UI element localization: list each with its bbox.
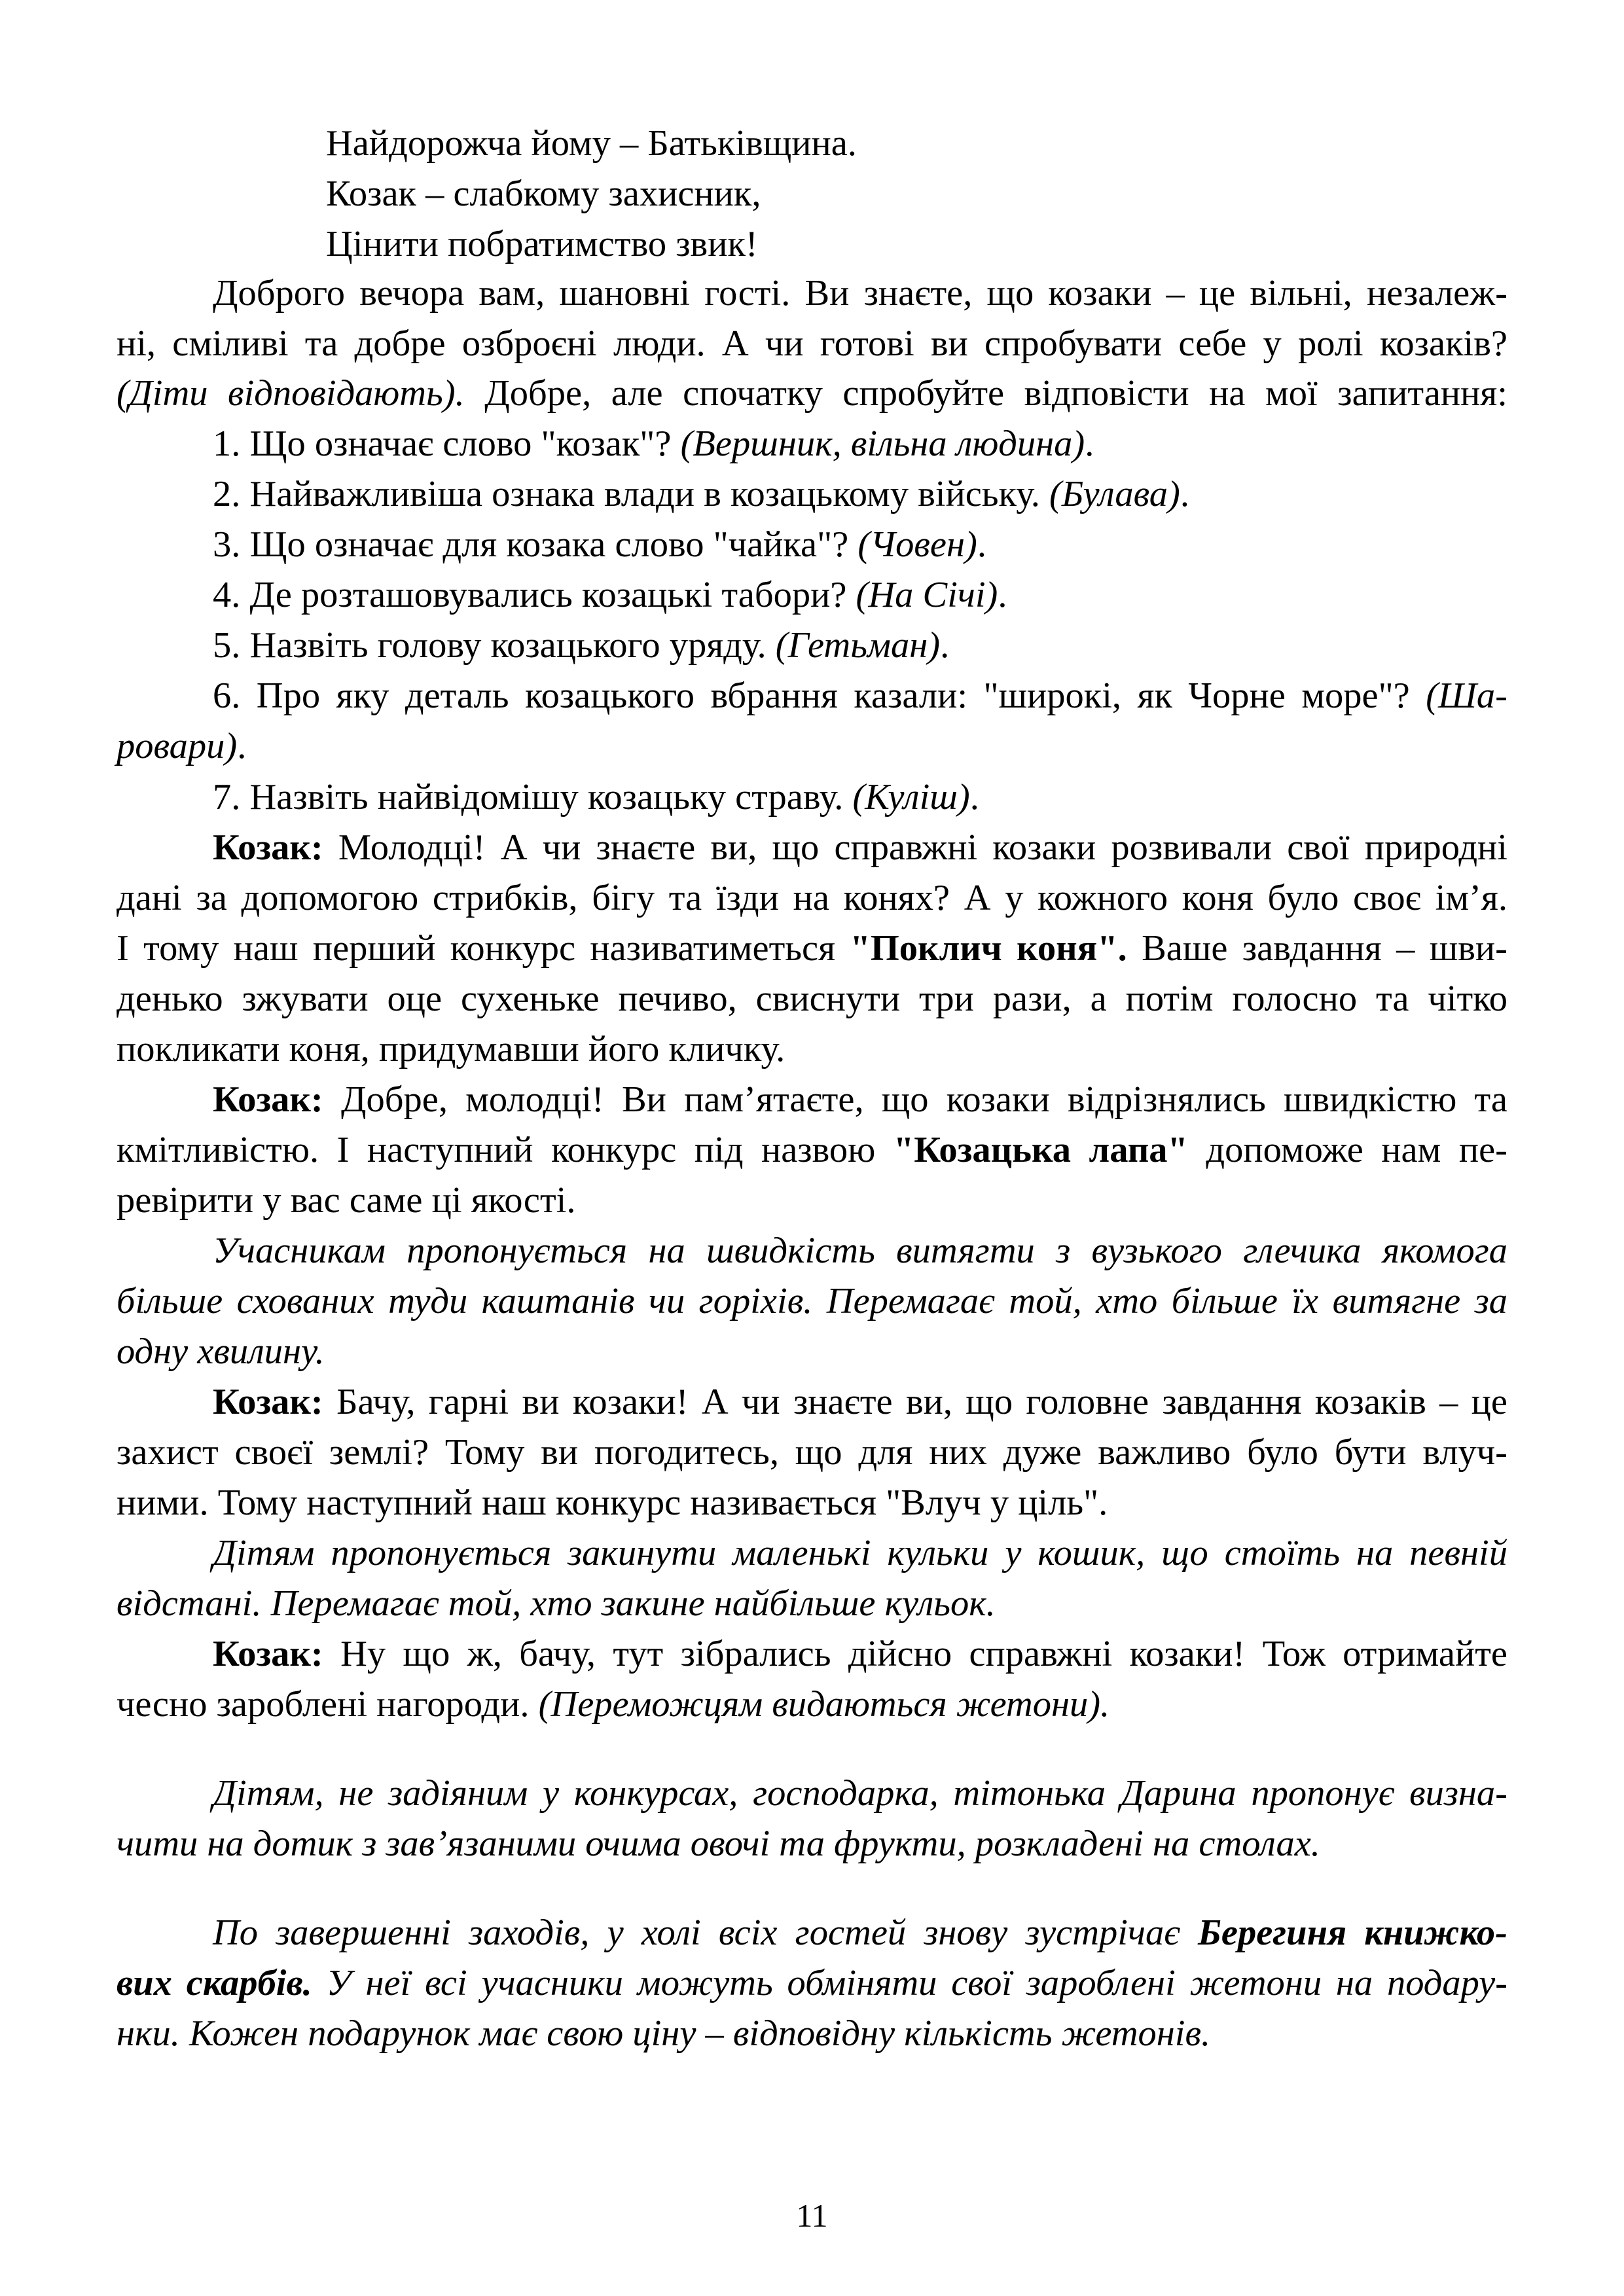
dialogue-line: денько зжувати оце сухеньке печиво, свиснути три рази, а потім голосно та чітко (117, 978, 1507, 1019)
answer: (Човен) (857, 524, 977, 565)
speaker-name: Козак: (213, 827, 323, 868)
answer: (Вершник, вільна людина) (680, 423, 1085, 464)
question-item: 6. Про яку деталь козацького вбрання казали: "широкі, як Чорне море"? (Ша- (213, 675, 1507, 716)
question-item: 1. Що означає слово "козак"? (Вершник, вільна людина). (213, 423, 1094, 464)
character-name: Берегиня книжко- (1198, 1912, 1507, 1953)
answer: (Гетьман) (775, 625, 941, 666)
stage-note-line: відстані. Перемагає той, хто закине найбільше кульок. (117, 1583, 996, 1624)
speaker-name: Козак: (213, 1079, 323, 1120)
stage-direction: (Переможцям видаються жетони). (538, 1684, 1110, 1725)
paragraph-line: (Діти відповідають). Добре, але спочатку спробуйте відповісти на мої запитання: (117, 373, 1507, 414)
page-number: 11 (796, 2197, 828, 2234)
answer: (Ша- (1426, 675, 1507, 716)
paragraph-line: ні, сміливі та добре озброєні люди. А чи готові ви спробувати себе у ролі козаків? (117, 323, 1507, 364)
stage-note-line: більше схованих туди каштанів чи горіхів. Перемагає той, хто більше їх витягне за (117, 1281, 1507, 1321)
speaker-name: Козак: (213, 1382, 323, 1422)
stage-note-line: вих скарбів. У неї всі учасники можуть обміняти свої зароблені жетони на подару- (117, 1963, 1507, 2003)
answer: ровари) (117, 726, 238, 766)
question-item: 3. Що означає для козака слово "чайка"? (Човен). (213, 524, 986, 565)
paragraph-line: Доброго вечора вам, шановні гості. Ви знаєте, що козаки – це вільні, незалеж- (213, 273, 1507, 314)
dialogue-line: Козак: Ну що ж, бачу, тут зібрались дійсно справжні козаки! Тож отримайте (213, 1634, 1507, 1674)
stage-note-line: Учасникам пропонується на швидкість витягти з вузького глечика якомога (213, 1230, 1507, 1271)
dialogue-line: І тому наш перший конкурс називатиметься "Поклич коня". Ваше завдання – шви- (117, 928, 1507, 969)
stage-note-line: чити на дотик з зав’язаними очима овочі та фрукти, розкладені на столах. (117, 1823, 1320, 1864)
dialogue-line: Козак: Бачу, гарні ви козаки! А чи знаєте ви, що головне завдання козаків – це (213, 1382, 1507, 1422)
stage-note-line: Дітям пропонується закинути маленькі кульки у кошик, що стоїть на певній (213, 1533, 1507, 1573)
stage-note-line: По завершенні заходів, у холі всіх гостей знову зустрічає Берегиня книжко- (213, 1912, 1507, 1953)
dialogue-line: Козак: Добре, молодці! Ви пам’ятаєте, що козаки відрізнялись швидкістю та (213, 1079, 1507, 1120)
question-item: 5. Назвіть голову козацького уряду. (Гетьман). (213, 625, 950, 666)
answer: (На Січі) (856, 575, 998, 615)
question-item: 7. Назвіть найвідомішу козацьку страву. (Куліш). (213, 777, 979, 817)
poem-line: Козак – слабкому захисник, (326, 173, 761, 214)
speaker-name: Козак: (213, 1634, 323, 1674)
answer: (Куліш) (852, 777, 970, 817)
poem-line: Цінити побратимство звик! (326, 224, 758, 264)
question-item: 2. Найважливіша ознака влади в козацькому війську. (Булава). (213, 474, 1189, 514)
poem-line: Найдорожча йому – Батьківщина. (326, 123, 857, 164)
stage-note-line: нки. Кожен подарунок має свою ціну – відповідну кількість жетонів. (117, 2013, 1211, 2054)
character-name: вих скарбів. (117, 1963, 312, 2003)
question-item-continued: ровари). (117, 726, 247, 766)
dialogue-line: чесно зароблені нагороди. (Переможцям видаються жетони). (117, 1684, 1110, 1725)
dialogue-line: захист своєї землі? Тому ви погодитесь, що для них дуже важливо було бути влуч- (117, 1432, 1507, 1473)
dialogue-line: покликати коня, придумавши його кличку. (117, 1029, 785, 1069)
stage-direction: (Діти відповідають). (117, 373, 465, 414)
dialogue-line: ними. Тому наступний наш конкурс називається "Влуч у ціль". (117, 1482, 1108, 1523)
stage-note-line: Дітям, не задіяним у конкурсах, господарка, тітонька Дарина пропонує визна- (213, 1773, 1507, 1814)
question-item: 4. Де розташовувались козацькі табори? (На Січі). (213, 575, 1007, 615)
dialogue-line: ревірити у вас саме ці якості. (117, 1180, 576, 1221)
contest-title: "Козацька лапа" (893, 1130, 1188, 1170)
dialogue-line: Козак: Молодці! А чи знаєте ви, що справжні козаки розвивали свої природні (213, 827, 1507, 868)
answer: (Булава) (1049, 474, 1180, 514)
dialogue-line: дані за допомогою стрибків, бігу та їзди на конях? А у кожного коня було своє ім’я. (117, 878, 1507, 918)
stage-note-line: одну хвилину. (117, 1331, 325, 1372)
contest-title: "Поклич коня". (850, 928, 1127, 969)
dialogue-line: кмітливістю. І наступний конкурс під назвою "Козацька лапа" допоможе нам пе- (117, 1130, 1507, 1170)
